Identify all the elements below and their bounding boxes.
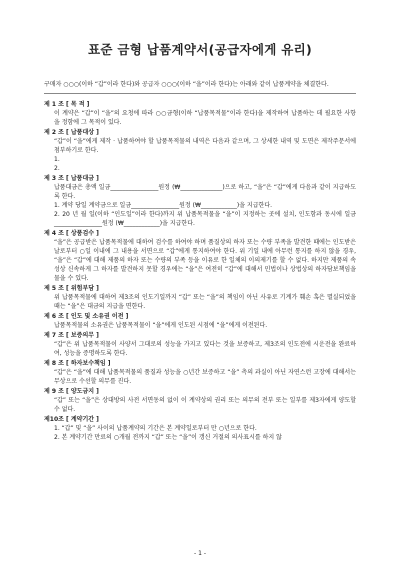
article-6 [44, 312, 356, 330]
article-3 [44, 174, 356, 228]
page-number: - 1 - [194, 550, 206, 557]
article-2 [44, 128, 356, 173]
article-paragraph: “갑”은 “을”에 대해 납품목적물의 품질과 성능을 ○년간 보증하고 “을” 측의 과실이 아닌 자연스런 고장에 대해서는 무상으로 수선할 의무를 진다. [54, 369, 356, 385]
intro-paragraph: 구매자 ○○○(이하 “갑”이라 한다)와 공급자 ○○○(이하 “을”이라 한다)는 아래와 같이 납품계약을 체결한다. [44, 81, 329, 88]
article-paragraph: 2. [54, 165, 60, 172]
article-paragraph: 1. “갑” 및 “을” 사이의 납품계약의 기간은 본 계약일로부터 만 ○년으로 한다. [54, 425, 257, 432]
article-paragraph: “갑”은 위 납품목적물이 사양서 그대로의 성능을 가지고 있다는 것을 보증하고, 제3조의 인도전에 시운전을 완료하여, 성능을 증명하도록 한다. [54, 341, 356, 357]
article-heading: 제10조 [ 계약기간 ] [44, 416, 99, 423]
article-7 [44, 331, 356, 358]
articles-list [44, 100, 356, 442]
article-paragraph: 이 계약은 “갑”이 “을”의 요청에 따라 ○○금형(이하 “납품목적물”이라 한다)을 제작하여 납품하는 데 필요한 사항을 정함에 그 목적이 있다. [54, 110, 356, 126]
article-paragraph: 위 납품목적물에 대하여 제3조의 인도기일까지 “갑” 또는 “을”의 책임이 아닌 사유로 기계가 훼손 혹은 멸실되었을 때는 “을”은 대금의 지급을 면한다. [54, 294, 356, 310]
article-paragraph: 납품대금은 총액 일금________________원정 (₩______________)으로 하고, “을”은 “갑”에게 다음과 같이 지급하도록 한다. [54, 184, 356, 200]
article-8 [44, 359, 356, 386]
article-heading: 제 5 조 [ 위험부담 ] [44, 285, 99, 292]
article-4 [44, 229, 356, 283]
article-heading: 제 4 조 [ 상품검수 ] [44, 230, 99, 237]
article-1 [44, 100, 356, 127]
article-paragraph: 2. 20 년 월 일(이하 “인도일”이라 한다)까지 위 납품목적물을 “을”이 지정하는 곳에 설치, 인도함과 동시에 일금________________원정 (₩____________)을 지급한다. [54, 211, 356, 227]
article-paragraph: “갑” 또는 “을”은 상대방의 사전 서면동의 없이 이 계약상의 권리 또는 의무의 전부 또는 일부를 제3자에게 양도할 수 없다. [54, 397, 356, 413]
article-paragraph: 2. 본 계약기간 만료의 ○개월 전까지 “갑” 또는 “을”이 갱신 거절의 의사표시를 하지 않 [54, 434, 282, 441]
document-title: 표준 금형 납품계약서(공급자에게 유리) [88, 42, 312, 57]
article-heading: 제 1 조 [ 목 적 ] [44, 101, 90, 108]
article-paragraph: “을”은 공급받은 납품목적물에 대하여 검수를 하여야 하며 품질상의 하자 또는 수량 부족을 발견한 때에는 인도받은 날로부터 ○일 이내에 그 내용을 서면으로 “갑”에게 통지하여야 한다. 위 기일 내에 아무런 통지를 하지 않을 경우, “을”은 “갑”에 대해 제품의 하자 또는 수량의 부족 등을 이유로 한 일체의 이의제기를 할 수 없다. 하지만 제품의 속성상 신속하게 그 하자를 발견하지 못할 경우에는 “을”은 여전히 “갑”에 대해서 민법이나 상법상의 하자담보책임을 물을 수 있다. [54, 239, 356, 282]
article-9 [44, 387, 356, 414]
article-heading: 제 2 조 [ 납품대상 ] [44, 129, 99, 136]
article-paragraph: “갑”이 “을”에게 제작 · 납품하여야 할 납품목적물의 내역은 다음과 같으며, 그 상세한 내역 및 도면은 제작주문서에 첨부하기로 한다. [54, 138, 356, 154]
article-heading: 제 8 조 [ 하자보수책임 ] [44, 360, 111, 367]
article-heading: 제 3 조 [ 납품대금 ] [44, 175, 99, 182]
article-heading: 제 7 조 [ 보증의무 ] [44, 332, 99, 339]
article-heading: 제 6 조 [ 인도 및 소유권 이전 ] [44, 313, 129, 320]
divider [44, 93, 356, 94]
article-5 [44, 284, 356, 311]
article-paragraph: 1. [54, 156, 60, 163]
article-heading: 제 9 조 [ 양도금지 ] [44, 388, 99, 395]
article-paragraph: 1. 계약 당일 계약금으로 일금________________원정 (₩____________)을 지급한다. [54, 202, 273, 209]
article-10 [44, 415, 356, 442]
article-paragraph: 납품목적물의 소유권은 납품목적물이 “을”에게 인도된 시점에 “을”에게 이전된다. [54, 322, 268, 329]
